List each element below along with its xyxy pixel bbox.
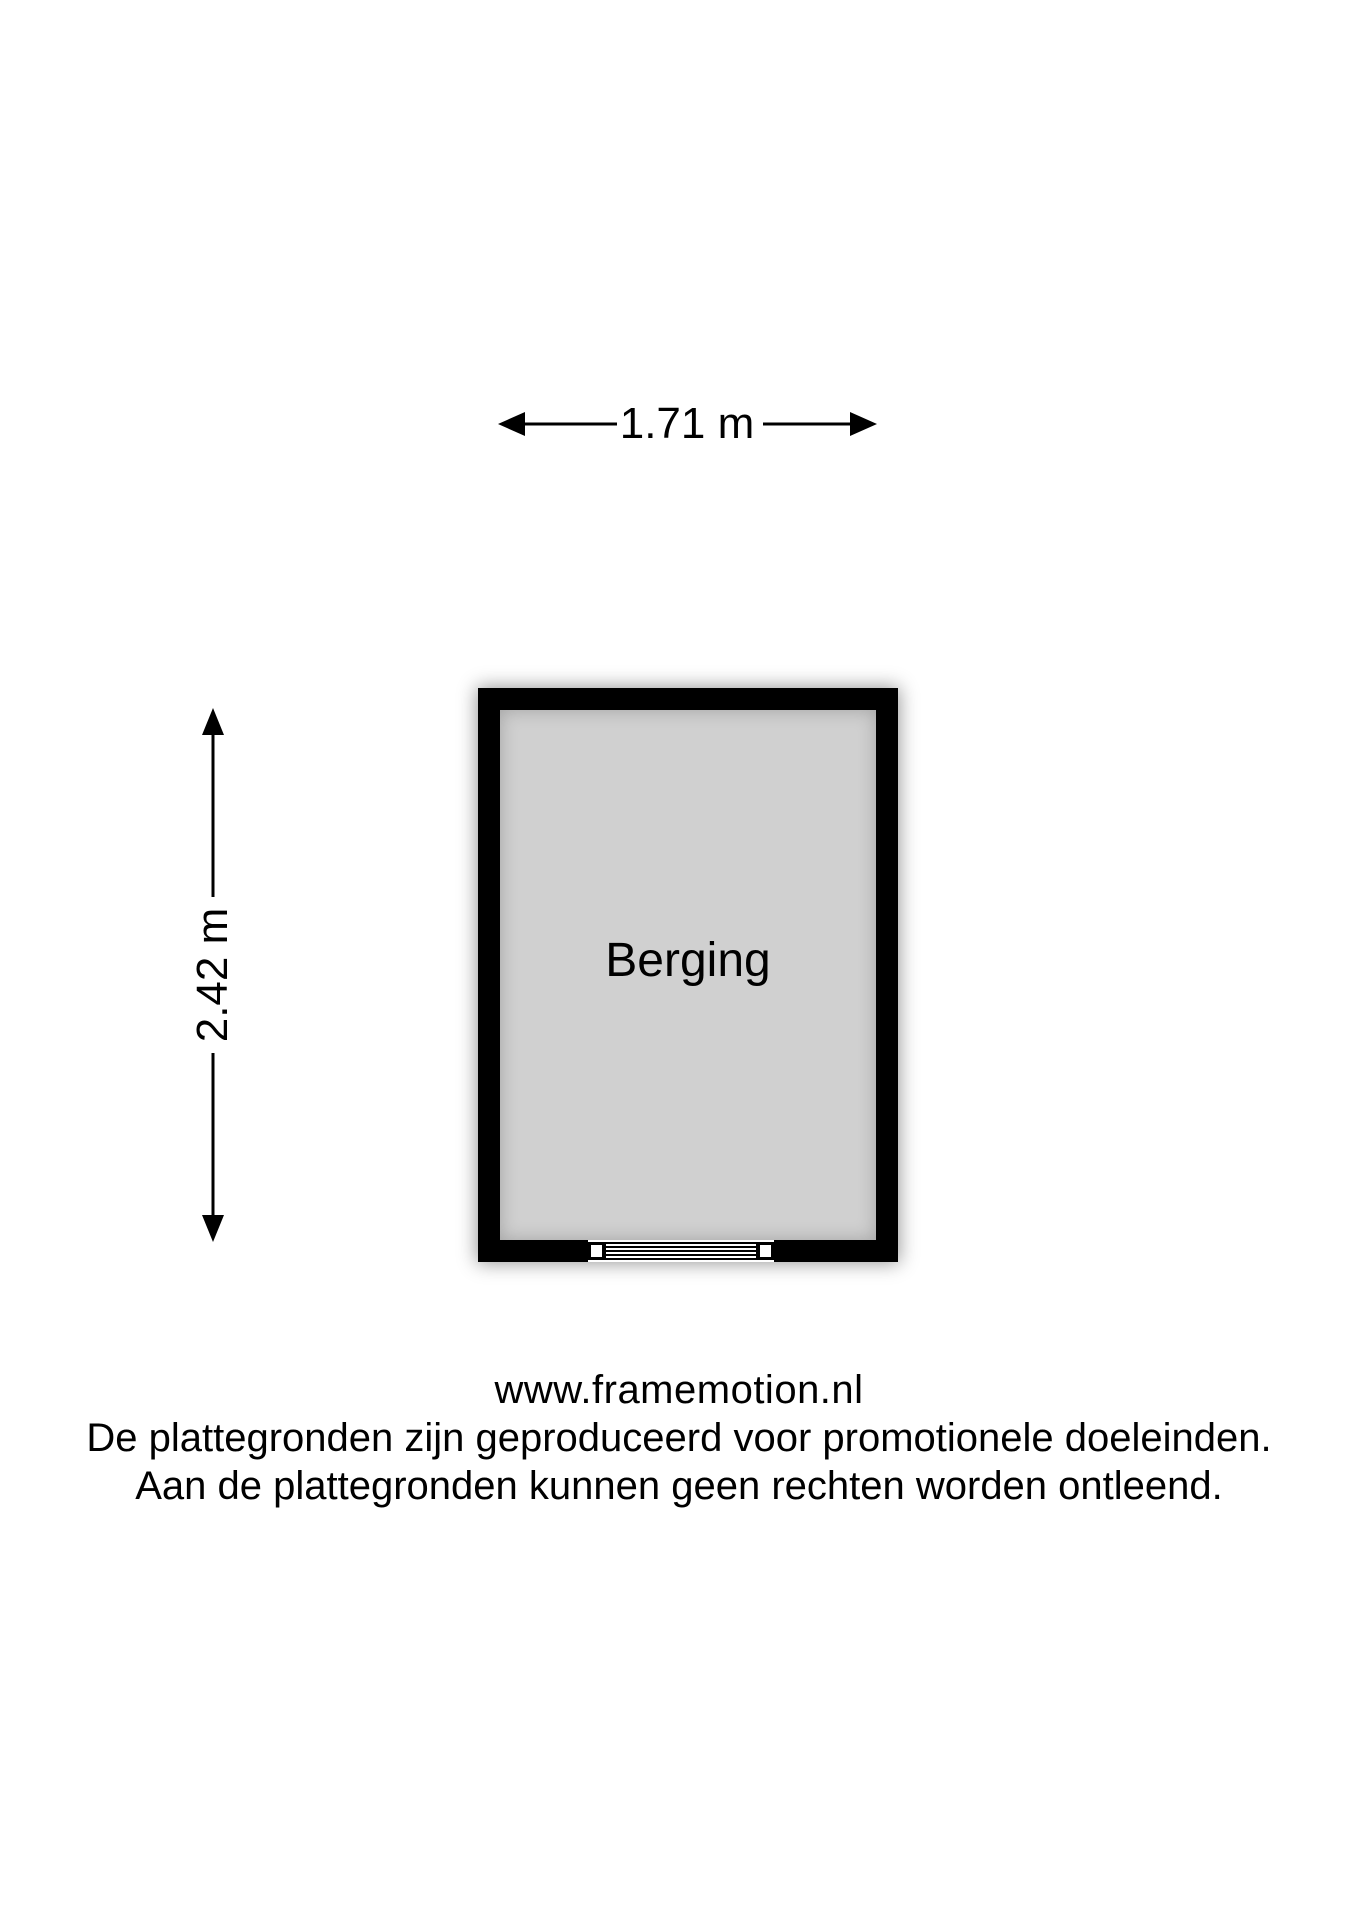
threshold-line: [606, 1246, 756, 1248]
threshold-line: [606, 1250, 756, 1252]
website-url: www.framemotion.nl: [494, 1368, 864, 1412]
door-jamb-left: [588, 1242, 605, 1260]
door-opening: [588, 1240, 774, 1262]
left-dimension-label: 2.42 m: [188, 907, 237, 1043]
door-threshold: [604, 1242, 758, 1260]
threshold-line: [606, 1254, 756, 1256]
footer: [0, 1366, 1358, 1510]
disclaimer-line-1: De plattegronden zijn geproduceerd voor promotionele doeleinden.: [86, 1416, 1272, 1460]
room-name-label: Berging: [605, 934, 771, 987]
top-dimension-label: 1.71 m: [619, 399, 755, 448]
door-jamb-right: [757, 1242, 774, 1260]
room-berging: [478, 688, 898, 1262]
disclaimer-line-2: Aan de plattegronden kunnen geen rechten worden ontleend.: [135, 1464, 1223, 1508]
